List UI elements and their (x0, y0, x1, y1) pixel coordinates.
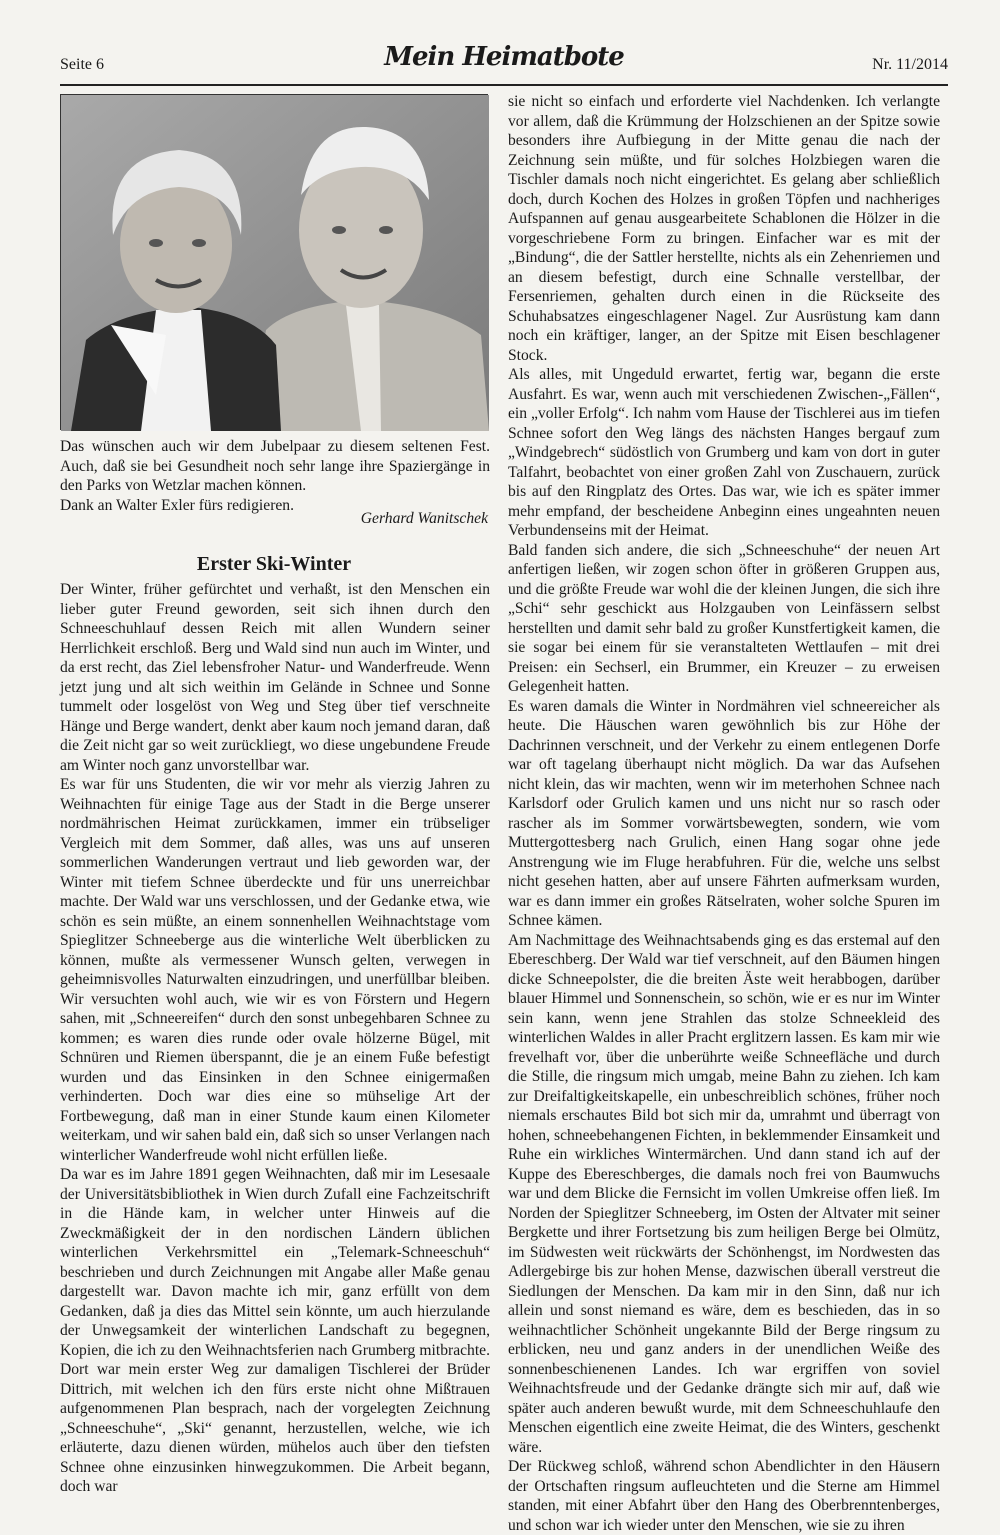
article-paragraph: Der Winter, früher gefürchtet und verhaßt, ist den Menschen ein lieber guter Freund geworden, seit sich ihnen durch den Schneeschuhlauf dessen Reich mit allen Wundern seiner Herrlichkeit erschloß. Berg und Wald sind nun auch im Winter, und da erst recht, das Ziel lebensfroher Natur- und Wanderfreude. Wenn jetzt jung und alt sich weithin im Gelände in Schnee und Sonne tummelt oder losgelöst von Weg und Steg über tief verschneite Hänge und Berge wandert, denkt aber kaum noch jemand daran, daß die Zeit nicht gar so weit zurückliegt, wo diese ungebundene Freude am Winter noch ganz unvorstellbar war. (60, 581, 490, 774)
caption-signature: Gerhard Wanitschek (360, 510, 488, 527)
caption-paragraph: Dank an Walter Exler fürs redigieren. (60, 496, 294, 514)
article-right-column (508, 92, 940, 1535)
article-paragraph: Da war es im Jahre 1891 gegen Weihnachten, daß mir im Lesesaale der Universitätsbibliothek in Wien durch Zufall eine Fachzeitschrift in die Hände kam, in welcher unter Hinweis auf die Zweckmäßigkeit der in den nordischen Ländern üblichen winterlichen Verkehrsmittel ein „Telemark-Schneeschuh“ beschrieben und durch Zeichnungen mit Angabe aller Maße genau dargestellt war. Davon machte ich mir, ganz erfüllt von dem Gedanken, daß ja dies das Mittel sein könnte, um auch hierzulande der Unwegsamkeit der winterlichen Landschaft zu begegnen, Kopien, die ich zu den Weihnachtsferien nach Grumberg mitbrachte. Dort war mein erster Weg zur damaligen Tischlerei der Brüder Dittrich, mit welchen ich den fürs erste nicht ohne Mißtrauen aufgenommenen Plan besprach, nach der vorgelegten Zeichnung „Schneeschuhe“, „Ski“ genannt, herzustellen, welche, wie ich erläuterte, dazu dienen würden, mühelos auch über den tiefsten Schnee ohne einzusinken hinwegzukommen. Die Arbeit begann, doch war (60, 1166, 490, 1495)
article-paragraph: Als alles, mit Ungeduld erwartet, fertig war, begann die erste Ausfahrt. Es war, wenn auch mit verschiedenen Zwischen-„Fällen“, ein „voller Erfolg“. Ich nahm vom Hause der Tischlerei aus im tiefen Schnee sofort den Weg längs des nächsten Hanges bergauf zum „Windgebrech“ südöstlich von Grumberg und kam von dort in guter Talfahrt, beobachtet von einer großen Zahl von Zuschauern, zurück bis auf den Ringplatz des Ortes. Das war, wie ich es später immer mehr empfand, der bescheidene Anbeginn eines ungeahnten neuen Verbundenseins mit der Heimat. (508, 366, 940, 539)
article-paragraph: sie nicht so einfach und erforderte viel Nachdenken. Ich verlangte vor allem, daß die Krümmung der Holzschienen an der Spitze sowie besonders ihre Aufbiegung in der Mitte genau die nach der Zeichnung sein müßte, und für solches Holzbiegen waren die Tischler damals noch nicht eingerichtet. Es gelang aber schließlich doch, durch Kochen des Holzes in großen Töpfen und nachheriges Aufspannen auf genau ausgearbeitete Schablonen die Hölzer in die vorgeschriebene Form zu bringen. Einfacher war es mit der „Bindung“, die der Sattler herstellte, nichts als ein Zehenriemen und an diesem befestigt, durch eine Schnalle verstellbar, der Fersenriemen, gehalten durch einen in die Rückseite des Schuhabsatzes eingeschlagener Nagel. Zur Ausrüstung kam dann noch ein kräftiger, langer, an der Spitze mit Eisen beschlagener Stock. (508, 93, 940, 364)
header-rule (60, 84, 948, 86)
article-title: Erster Ski-Winter (196, 553, 352, 575)
article-paragraph: Es war für uns Studenten, die wir vor mehr als vierzig Jahren zu Weihnachten für einige Tage aus der Stadt in die Berge unserer nordmährischen Heimat zurückkamen, immer ein trübseliger Vergleich mit dem Sommer, daß alles, was uns auf unseren sommerlichen Wanderungen vertraut und lieb geworden war, der Winter mit tiefem Schnee überdeckte und für uns unerreichbar machte. Der Wald war uns verschlossen, und der Gedanke etwa, wie schön es sein müßte, an einem sonnenhellen Weihnachtstage vom Spieglitzer Schneeberge aus die winterliche Welt überblicken zu können, mußte als vermessener Wunsch gelten, verwegen in geheimnisvolles Naturwalten einzudringen, und unerfüllbar bleiben. Wir versuchten wohl auch, wie wir es von Förstern und Hegern sahen, mit „Schneereifen“ durch den sonst unbegehbaren Schnee zu kommen; es waren dies runde oder ovale hölzerne Bügel, mit Schnüren und Riemen überspannt, die je an einem Fuße befestigt wurden und das Einsinken in den Schnee einigermaßen verhinderten. Doch war dies eine so mühselige Art der Fortbewegung, daß man in einer Stunde kaum einen Kilometer weiterkam, und wir sahen bald ein, daß sich so unser Verlangen nach winterlicher Wanderfreude wohl nicht erfüllen ließe. (60, 776, 490, 1164)
article-paragraph: Am Nachmittage des Weihnachtsabends ging es das erstemal auf den Ebereschberg. Der Wald war tief verschneit, auf den Bäumen hingen dicke Schneepolster, die die breiten Äste weit herabbogen, darüber blauer Himmel und Sonnenschein, so schön, wie er es nur im Winter sein kann, wenn jene Strahlen das stolze Schneekleid des winterlichen Waldes in aller Pracht erglitzern lassen. Es kam mir wie frevelhaft vor, über die unberührte weiße Schneefläche und durch die Stille, die ringsum mich umgab, meine Bahn zu ziehen. Ich kam zur Dreifaltigkeitskapelle, ein unbeschreiblich schönes, früher noch niemals erschautes Bild bot sich mir da, umrahmt und überragt von hohen, schneebehangenen Fichten, in beklemmender Einsamkeit und Ruhe ein wirkliches Wintermärchen. Und dann stand ich auf der Kuppe des Ebereschberges, die damals noch frei von Baumwuchs war und dem Blicke die Fernsicht im vollen Umkreise offen ließ. Im Norden der Spieglitzer Schneeberg, im Osten der Altvater mit seiner Bergkette und ihrer Fortsetzung bis zum heiligen Berge bei Olmütz, im Südwesten weit rückwärts der Schönhengst, im Nordwesten das Adlergebirge bis zur hohen Mense, dazwischen überall verstreut die Siedlungen der Menschen. Da kam mir in den Sinn, daß nur ich allein und sonst niemand es wäre, dem es beschieden, das in so weihnachtlicher Schönheit ungekannte Bild der Berge ringsum zu erblicken, neu und ganz anders in der unendlichen Weiße des sonnenbeschienenen Landes. Ich war ergriffen von soviel Weihnachtsfreude und der Gedanke drängte sich mir auf, daß wie später auch anderen bewußt wurde, mit dem Schneeschuhlaufe den Menschen eigentlich eine zweite Heimat, die des Winters, geschenkt wäre. (508, 931, 940, 1456)
photo-caption (60, 437, 490, 515)
caption-paragraph: Das wünschen auch wir dem Jubelpaar zu diesem seltenen Fest. Auch, daß sie bei Gesundheit noch sehr lange ihre Spaziergänge in den Parks von Wetzlar machen können. (60, 438, 490, 494)
article-left-column (60, 580, 490, 1497)
page-number: Seite 6 (60, 56, 104, 73)
article-paragraph: Es waren damals die Winter in Nordmähren viel schneereicher als heute. Die Häuschen waren gewöhnlich bis zur Höhe der Dachrinnen verschneit, und der Verkehr zu einem entlegenen Dorfe war oft tagelang überhaupt nicht möglich. Da war das Aufsehen nicht klein, das wir machten, wenn wir im meterhohen Schnee nach Karlsdorf oder Grulich kamen und uns nicht nur so rasch oder rascher als im Sommer vorwärtsbewegten, sondern, wie vom Muttergottesberg nach Grulich, einen Hang sogar ohne jede Anstrengung wie im Fluge herabfuhren. Für die, welche uns selbst nicht gesehen hatten, aber auf unsere Fährten aufmerksam wurden, war es dann immer ein großes Rätselraten, woher solche Spuren im Schnee kämen. (508, 697, 940, 929)
page-header (60, 38, 948, 82)
couple-photo (60, 94, 488, 430)
issue-number: Nr. 11/2014 (872, 56, 948, 73)
article-paragraph: Der Rückweg schloß, während schon Abendlichter in den Häusern der Ortschaften ringsum aufleuchteten und die Sterne am Himmel standen, mit einer Abfahrt über den Hang des Oberbrenntenberges, und schon war ich wieder unter den Menschen, wie sie zu ihren (508, 1458, 940, 1534)
newspaper-masthead: Mein Heimatbote (384, 42, 624, 72)
article-paragraph: Bald fanden sich andere, die sich „Schneeschuhe“ der neuen Art anfertigen ließen, wir zogen schon öfter in größeren Gruppen aus, und die größte Freude war wohl die der kleinen Jungen, die sich ihre „Schi“ sehr geschickt aus Holzgauben von Leinfässern selbst herstellten und damit sehr bald zu großer Kunstfertigkeit kamen, die sie sogar bei einem für sie veranstalteten Wettlaufen – mit drei Preisen: ein Sechserl, ein Brummer, ein Kreuzer – zu erweisen Gelegenheit hatten. (508, 541, 940, 695)
